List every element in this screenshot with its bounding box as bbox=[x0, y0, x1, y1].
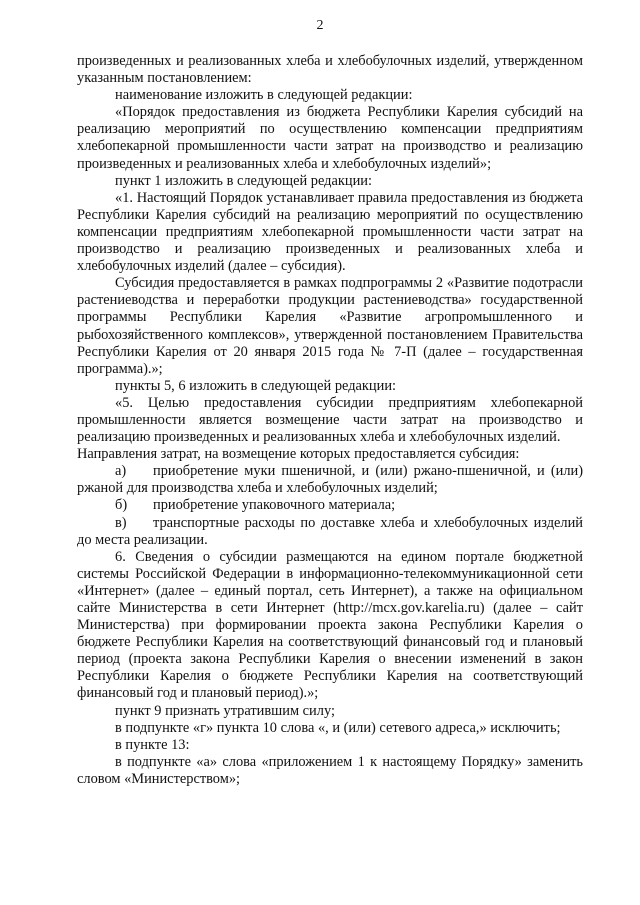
paragraph: Направления затрат, на возмещение которых предоставляется субсидия: bbox=[77, 446, 520, 463]
paragraph: пункт 9 признать утратившим силу; bbox=[115, 702, 335, 719]
list-text: приобретение упаковочного материала; bbox=[153, 497, 396, 514]
paragraph: наименование изложить в следующей редакции: bbox=[115, 87, 413, 104]
list-marker: б) bbox=[115, 497, 128, 514]
paragraph: в подпункте «г» пункта 10 слова «, и (или) сетевого адреса,» исключить; bbox=[115, 719, 561, 736]
paragraph: «Порядок предоставления из бюджета Республики Карелия субсидий на реализацию мероприятий по осуществлению компенсации предприятиям хлебопекарной промышленности части затрат на производство и реализацию произведенных и реализованных хлеба и хлебобулочных изделий»; bbox=[77, 104, 583, 172]
list-item bbox=[77, 497, 583, 514]
list-item bbox=[77, 463, 583, 497]
page-number: 2 bbox=[316, 18, 324, 33]
paragraph: произведенных и реализованных хлеба и хлебобулочных изделий, утвержденном указанным постановлением: bbox=[77, 53, 583, 87]
paragraph: в пункте 13: bbox=[115, 736, 190, 753]
list-item bbox=[77, 515, 583, 549]
paragraph: в подпункте «а» слова «приложением 1 к настоящему Порядку» заменить словом «Министерством»; bbox=[77, 753, 583, 787]
paragraph: «5. Целью предоставления субсидии предприятиям хлебопекарной промышленности является возмещение части затрат на производство и реализацию произведенных и реализованных хлеба и хлебобулочных изделий. bbox=[77, 394, 583, 446]
paragraph: 6. Сведения о субсидии размещаются на едином портале бюджетной системы Российской Федерации в информационно-телекоммуникационной сети «Интернет» (далее – единый портал, сеть Интернет), а также на официальном сайте Министерства в сети Интернет (http://mcx.gov.karelia.ru) (далее – сайт Министерства) при формировании проекта закона Республики Карелия о бюджете Республики Карелия на соответствующий финансовый год и плановый период (проекта закона Республики Карелия о внесении изменений в закон Республики Карелия о бюджете Республики Карелия на соответствующий финансовый год и плановый период).»; bbox=[77, 548, 583, 702]
list-marker: в) bbox=[115, 514, 127, 531]
paragraph: «1. Настоящий Порядок устанавливает правила предоставления из бюджета Республики Карелия субсидий на реализацию мероприятий по осуществлению компенсации предприятиям хлебопекарной промышленности части затрат на производство и реализацию произведенных и реализованных хлеба и хлебобулочных изделий (далее – субсидия). bbox=[77, 189, 583, 275]
paragraph: пункты 5, 6 изложить в следующей редакции: bbox=[115, 377, 397, 394]
list-text: транспортные расходы по доставке хлеба и хлебобулочных изделий до места реализации. bbox=[77, 514, 583, 548]
list-marker: а) bbox=[115, 463, 127, 480]
document-body bbox=[77, 53, 583, 788]
paragraph: пункт 1 изложить в следующей редакции: bbox=[115, 172, 372, 189]
list-text: приобретение муки пшеничной, и (или) ржано-пшеничной, и (или) ржаной для производства хлеба и хлебобулочных изделий; bbox=[77, 463, 583, 497]
paragraph: Субсидия предоставляется в рамках подпрограммы 2 «Развитие подотрасли растениеводства и переработки продукции растениеводства» государственной программы Республики Карелия «Развитие агропромышленного и рыбохозяйственного комплексов», утвержденной постановлением Правительства Республики Карелия от 20 января 2015 года № 7-П (далее – государственная программа).»; bbox=[77, 275, 583, 377]
